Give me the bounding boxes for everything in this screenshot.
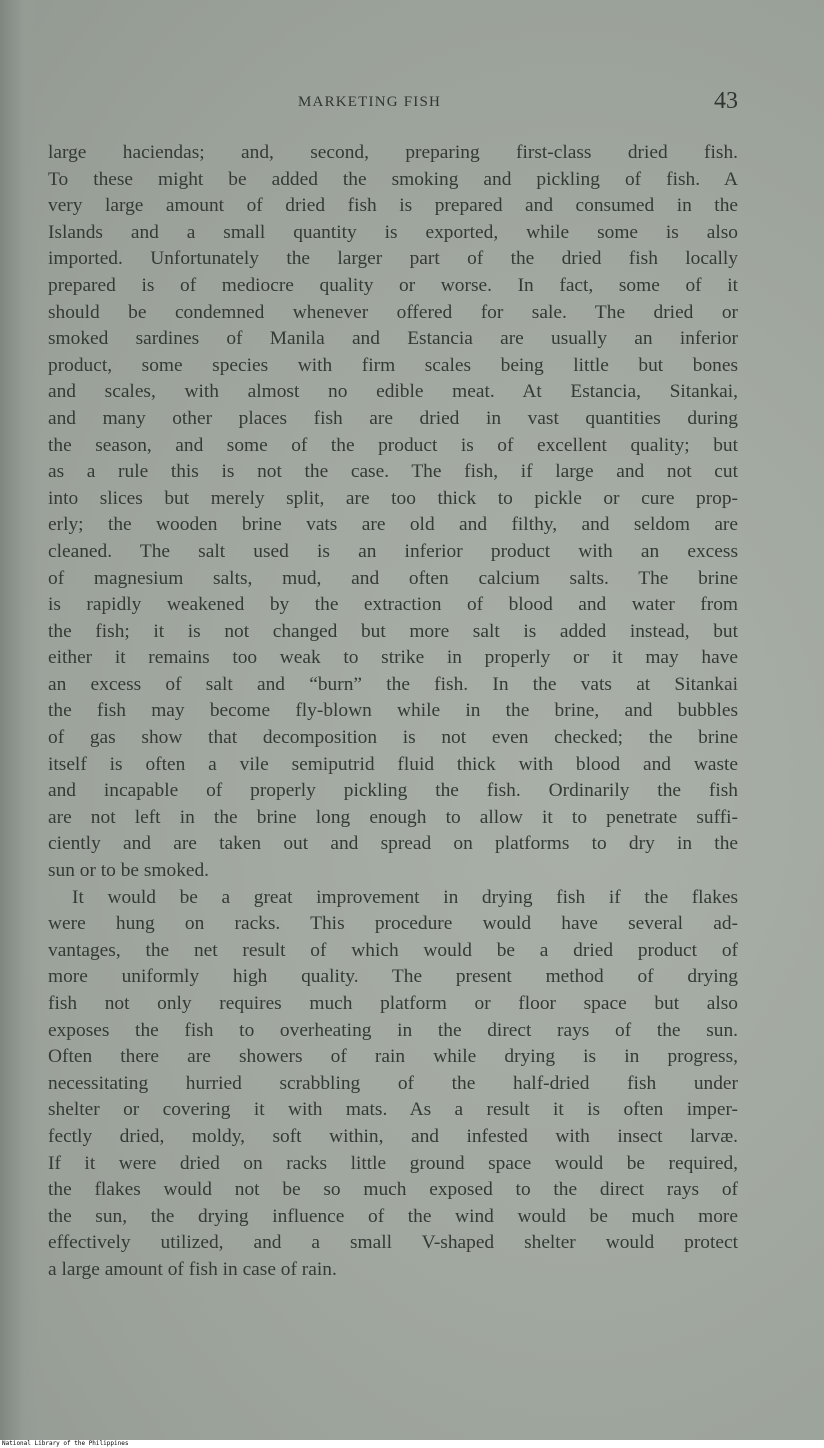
text-line: were hung on racks. This procedure would have several ad- [48, 913, 738, 935]
text-line: sun or to be smoked. [48, 860, 210, 882]
text-line: It would be a great improvement in drying fish if the flakes [72, 886, 738, 908]
text-line: To these might be added the smoking and pickling of fish. A [48, 168, 738, 190]
text-line: the fish may become fly-blown while in the brine, and bubbles [48, 700, 738, 722]
text-line: are not left in the brine long enough to allow it to penetrate suffi- [48, 806, 738, 828]
text-line: vantages, the net result of which would be a dried product of [48, 939, 738, 961]
text-line: prepared is of mediocre quality or worse. In fact, some of it [48, 274, 738, 296]
text-line: the season, and some of the product is of excellent quality; but [48, 434, 738, 456]
text-line: and incapable of properly pickling the fish. Ordinarily the fish [48, 780, 738, 802]
text-line: Islands and a small quantity is exported, while some is also [48, 221, 738, 243]
paragraph [48, 140, 738, 885]
text-line: an excess of salt and “burn” the fish. In the vats at Sitankai [48, 673, 738, 695]
text-line: If it were dried on racks little ground space would be required, [48, 1152, 738, 1174]
text-line: fish not only requires much platform or floor space but also [48, 993, 738, 1014]
library-credit: National Library of the Philippines [0, 1440, 824, 1448]
running-title: MARKETING FISH [298, 94, 442, 110]
text-line: is rapidly weakened by the extraction of blood and water from [48, 594, 738, 616]
text-line: product, some species with firm scales being little but bones [48, 354, 738, 376]
text-line: either it remains too weak to strike in properly or it may have [48, 647, 738, 669]
text-line: imported. Unfortunately the larger part of the dried fish locally [48, 248, 738, 270]
text-line: exposes the fish to overheating in the direct rays of the sun. [48, 1019, 738, 1041]
text-line: shelter or covering it with mats. As a result it is often imper- [48, 1099, 738, 1121]
text-line: into slices but merely split, are too thick to pickle or cure prop- [48, 487, 738, 509]
text-line: very large amount of dried fish is prepared and consumed in the [48, 195, 738, 217]
text-line: of magnesium salts, mud, and often calcium salts. The brine [48, 567, 738, 589]
text-line: a large amount of fish in case of rain. [48, 1258, 337, 1280]
paragraph [48, 885, 738, 1284]
text-line: the sun, the drying influence of the wind would be much more [48, 1205, 738, 1227]
text-line: and scales, with almost no edible meat. At Estancia, Sitankai, [48, 381, 738, 403]
text-line: should be condemned whenever offered for sale. The dried or [48, 301, 738, 323]
text-line: more uniformly high quality. The present method of drying [48, 966, 738, 988]
running-head [48, 90, 738, 120]
text-line: large haciendas; and, second, preparing first-class dried fish. [48, 142, 738, 163]
text-line: erly; the wooden brine vats are old and filthy, and seldom are [48, 514, 738, 536]
text-line: Often there are showers of rain while drying is in progress, [48, 1046, 738, 1068]
text-line: fectly dried, moldy, soft within, and infested with insect larvæ. [48, 1125, 738, 1147]
text-line: effectively utilized, and a small V-shaped shelter would protect [48, 1232, 738, 1254]
text-line: smoked sardines of Manila and Estancia are usually an inferior [48, 328, 738, 350]
text-line: ciently and are taken out and spread on platforms to dry in the [48, 833, 738, 855]
text-line: itself is often a vile semiputrid fluid thick with blood and waste [48, 753, 738, 775]
text-line: cleaned. The salt used is an inferior product with an excess [48, 540, 738, 562]
text-line: and many other places fish are dried in vast quantities during [48, 407, 738, 429]
text-line: of gas show that decomposition is not even checked; the brine [48, 727, 738, 749]
page-number: 43 [714, 88, 738, 114]
text-line: the fish; it is not changed but more salt is added instead, but [48, 620, 738, 642]
text-line: necessitating hurried scrabbling of the half-dried fish under [48, 1072, 738, 1094]
body-text [48, 140, 738, 1284]
text-line: as a rule this is not the case. The fish, if large and not cut [48, 461, 738, 483]
text-line: the flakes would not be so much exposed to the direct rays of [48, 1179, 738, 1201]
